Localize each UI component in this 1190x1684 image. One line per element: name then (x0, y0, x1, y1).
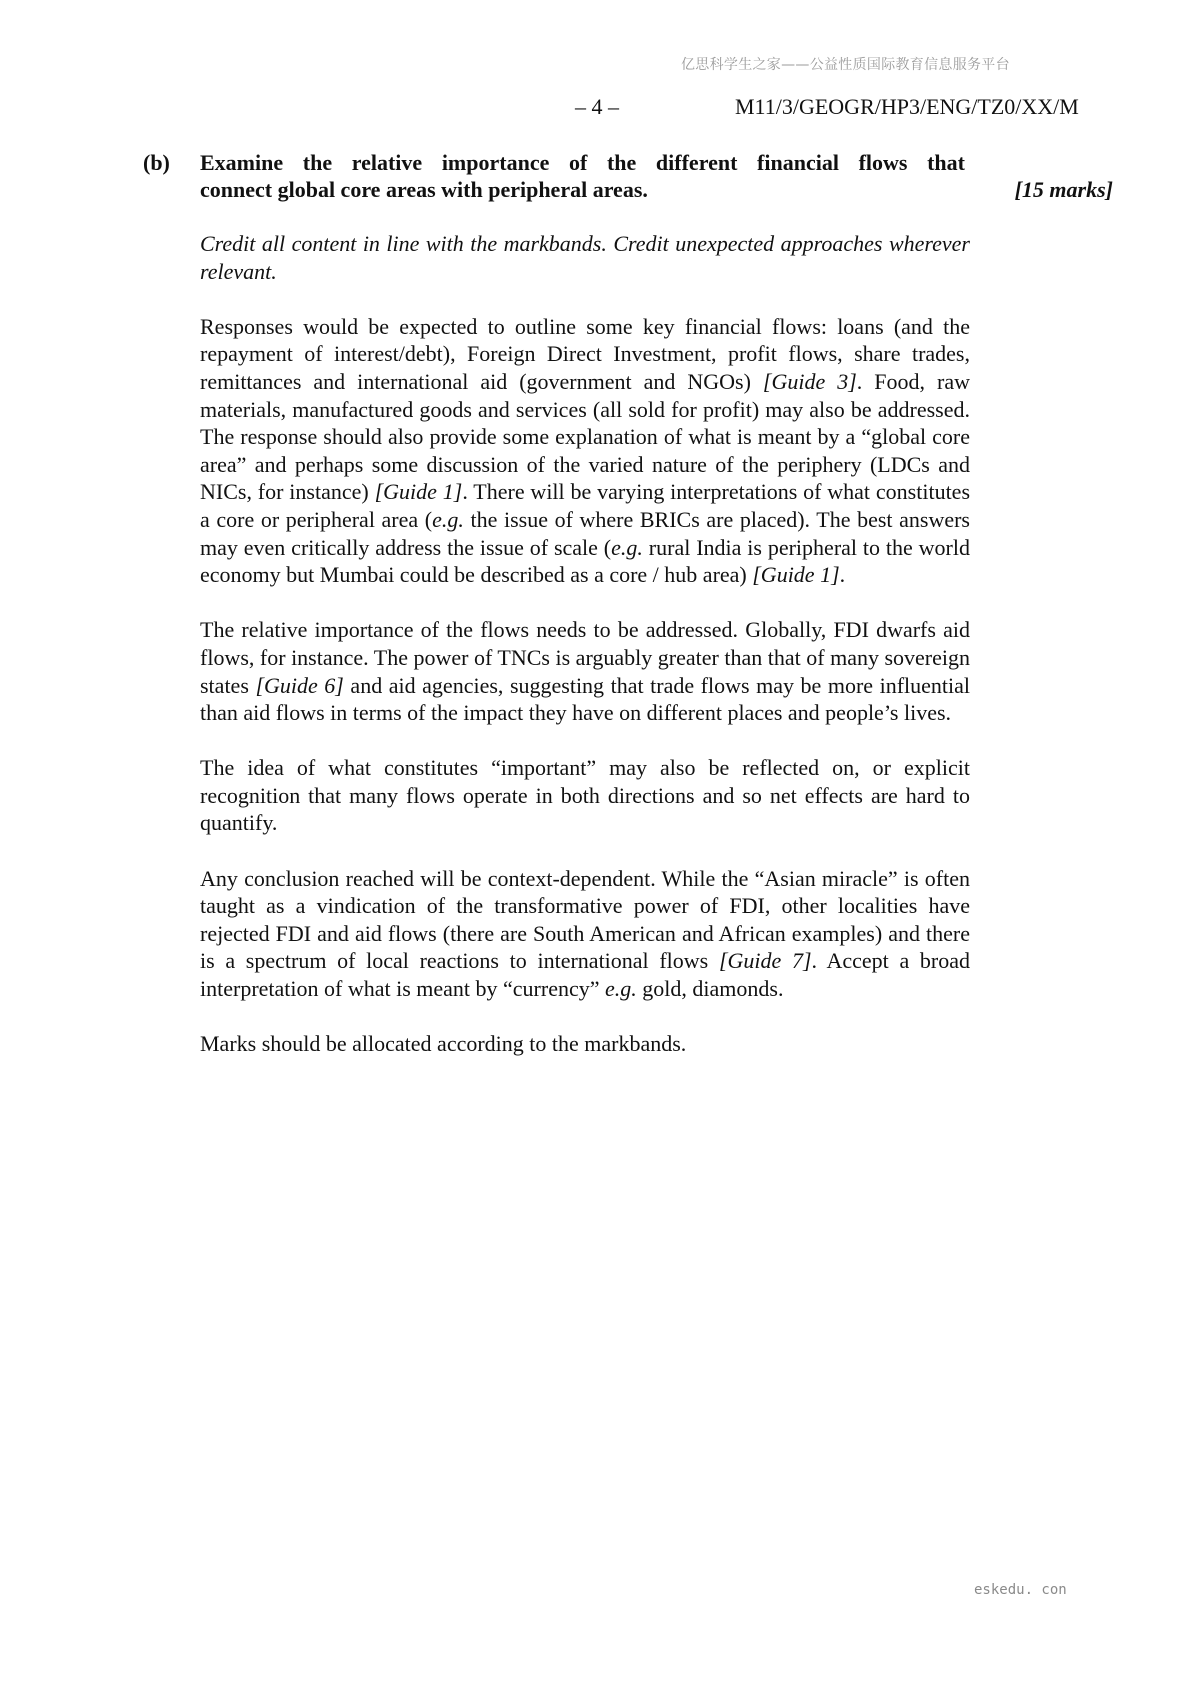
question-marks: [15 marks] (1014, 176, 1113, 202)
question-text (200, 150, 965, 203)
paragraph-financial-flows (200, 313, 970, 589)
guide-reference: [Guide 3] (762, 368, 857, 394)
markscheme-body (200, 230, 970, 1085)
question-label: (b) (143, 150, 170, 175)
watermark-top: 亿思科学生之家——公益性质国际教育信息服务平台 (681, 57, 1010, 73)
guide-reference: [Guide 1] (374, 479, 463, 505)
paragraph-important-idea: The idea of what constitutes “important” may also be reflected on, or explicit recognition that many flows operate in both directions and so net effects are hard to quantify. (200, 755, 970, 836)
question-text-line-2: connect global core areas with peripheral areas. (200, 176, 648, 202)
exam-code: M11/3/GEOGR/HP3/ENG/TZ0/XX/M (735, 94, 1079, 119)
guide-reference: [Guide 7] (718, 948, 812, 974)
text-run: Any conclusion reached will be context-dependent. While the “Asian miracle” is often taught as a vindication of the transformative power of FDI, other localities have rejected FDI and aid flows (there are South American and African examples) and there is a spectrum of local reactions to international flows (200, 865, 970, 974)
page-header (0, 94, 1190, 124)
guide-reference: [Guide 1] (752, 562, 840, 588)
paragraph-marks-allocation: Marks should be allocated according to the markbands. (200, 1031, 687, 1057)
watermark-bottom: eskedu. con (974, 1582, 1067, 1598)
question-text-line-1: Examine the relative importance of the different financial flows that (200, 150, 965, 175)
text-run: the issue of where BRICs are placed). The best answers may even critically address the issue of scale ( (200, 506, 970, 560)
text-run: . Food, raw materials, manufactured goods and services (all sold for profit) may also be addressed. The response should also provide some explanation of what is meant by a “global core area” and perhaps some discussion of the varied nature of the periphery (LDCs and NICs, for instance) (200, 368, 970, 505)
page-number: – 4 – (575, 94, 619, 119)
guide-reference: [Guide 6] (255, 672, 344, 698)
eg-abbrev: e.g. (432, 506, 464, 532)
eg-abbrev: e.g. (605, 976, 637, 1002)
paragraph-conclusion (200, 865, 970, 1003)
text-run: . Accept a broad interpretation of what is meant by “currency” (200, 948, 971, 1002)
text-run: Responses would be expected to outline some key financial flows: loans (and the repayment of interest/debt), Foreign Direct Investment, profit flows, share trades, remittances and international aid (government and NGOs) (200, 313, 970, 394)
text-run: The relative importance of the flows needs to be addressed. Globally, FDI dwarfs aid flows, for instance. The power of TNCs is arguably greater than that of many sovereign states (200, 617, 970, 698)
eg-abbrev: e.g. (611, 534, 643, 560)
paragraph-relative-importance (200, 616, 970, 726)
text-run: and aid agencies, suggesting that trade flows may be more influential than aid flows in terms of the impact they have on different places and people’s lives. (200, 672, 970, 726)
text-run: . (839, 562, 846, 588)
text-run: rural India is peripheral to the world economy but Mumbai could be described as a core / hub area) (200, 534, 970, 588)
text-run: . There will be varying interpretations of what constitutes a core or peripheral area ( (200, 479, 971, 532)
text-run: gold, diamonds. (636, 976, 784, 1002)
instructions-paragraph: Credit all content in line with the markbands. Credit unexpected approaches wherever relevant. (200, 231, 970, 284)
